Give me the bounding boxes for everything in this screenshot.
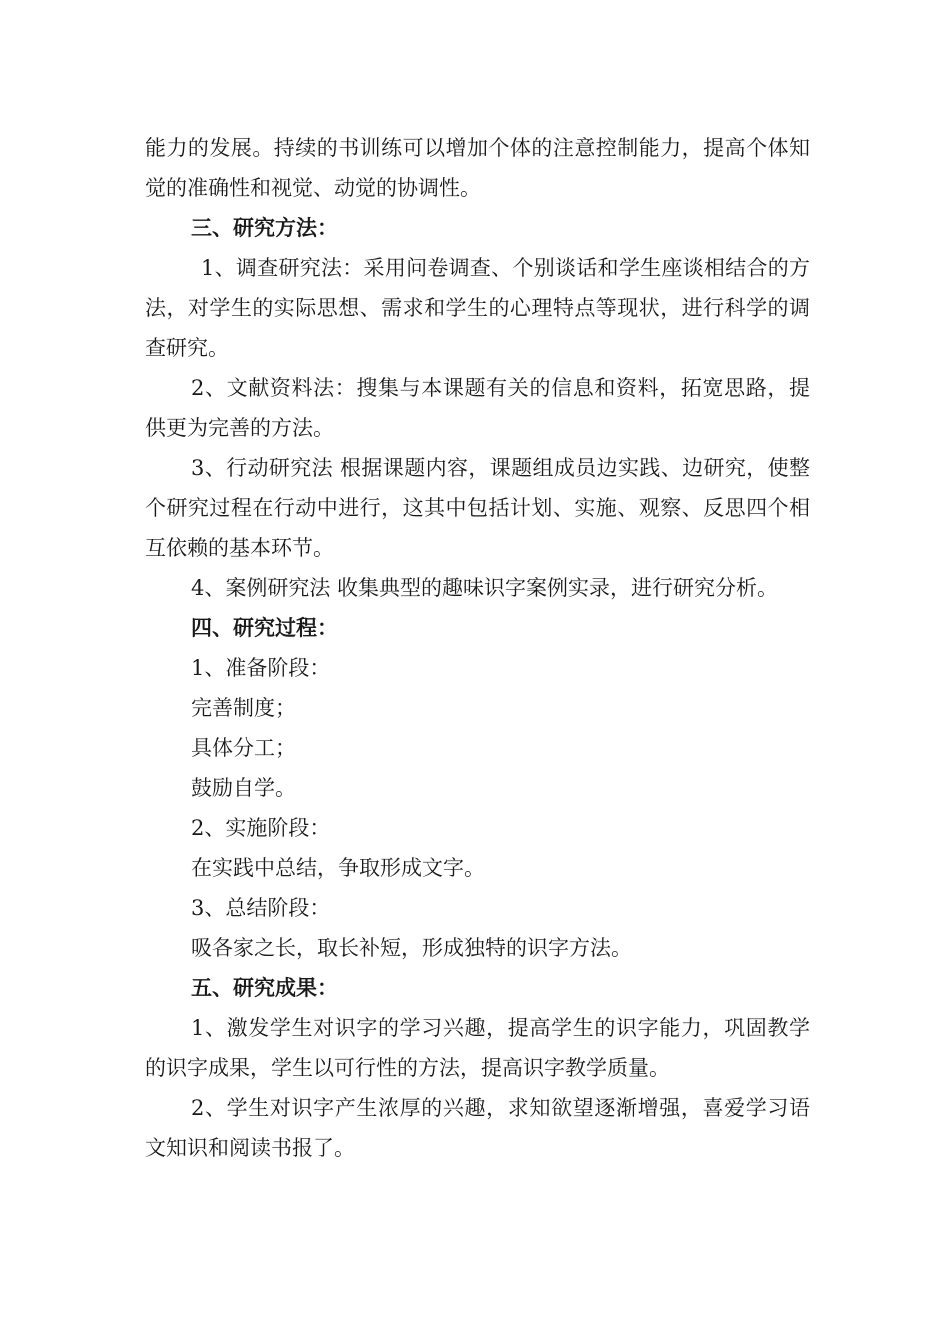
method-case-study: 4、案例研究法 收集典型的趣味识字案例实录，进行研究分析。: [191, 576, 779, 600]
stage-implementation-item: 在实践中总结，争取形成文字。: [191, 856, 485, 880]
stage-summary: 3、总结阶段：: [191, 896, 331, 920]
method-literature: 2、文献资料法：搜集与本课题有关的信息和资料，拓宽思路，提供更为完善的方法。: [145, 376, 810, 440]
stage-summary-item: 吸各家之长，取长补短，形成独特的识字方法。: [191, 936, 632, 960]
stage-preparation: 1、准备阶段：: [191, 656, 331, 680]
result-2: 2、学生对识字产生浓厚的兴趣，求知欲望逐渐增强，喜爱学习语文知识和阅读书报了。: [145, 1096, 810, 1160]
document-body: [145, 128, 810, 1168]
section-heading-results: 五、研究成果：: [191, 975, 338, 1000]
method-survey: 1、调查研究法：采用问卷调查、个别谈话和学生座谈相结合的方法，对学生的实际思想、需求和学生的心理特点等现状，进行科学的调查研究。: [145, 256, 810, 360]
continuation-paragraph: 能力的发展。持续的书训练可以增加个体的注意控制能力，提高个体知觉的准确性和视觉、动觉的协调性。: [145, 136, 810, 200]
stage-preparation-item: 鼓励自学。: [191, 776, 296, 800]
stage-preparation-item: 完善制度；: [191, 696, 296, 720]
stage-preparation-item: 具体分工；: [191, 736, 296, 760]
stage-implementation: 2、实施阶段：: [191, 816, 331, 840]
section-heading-methods: 三、研究方法：: [191, 215, 338, 240]
result-1: 1、激发学生对识字的学习兴趣，提高学生的识字能力，巩固教学的识字成果，学生以可行性的方法，提高识字教学质量。: [145, 1016, 810, 1080]
method-action-research: 3、行动研究法 根据课题内容，课题组成员边实践、边研究，使整个研究过程在行动中进行，这其中包括计划、实施、观察、反思四个相互依赖的基本环节。: [145, 456, 810, 560]
section-heading-process: 四、研究过程：: [191, 615, 338, 640]
